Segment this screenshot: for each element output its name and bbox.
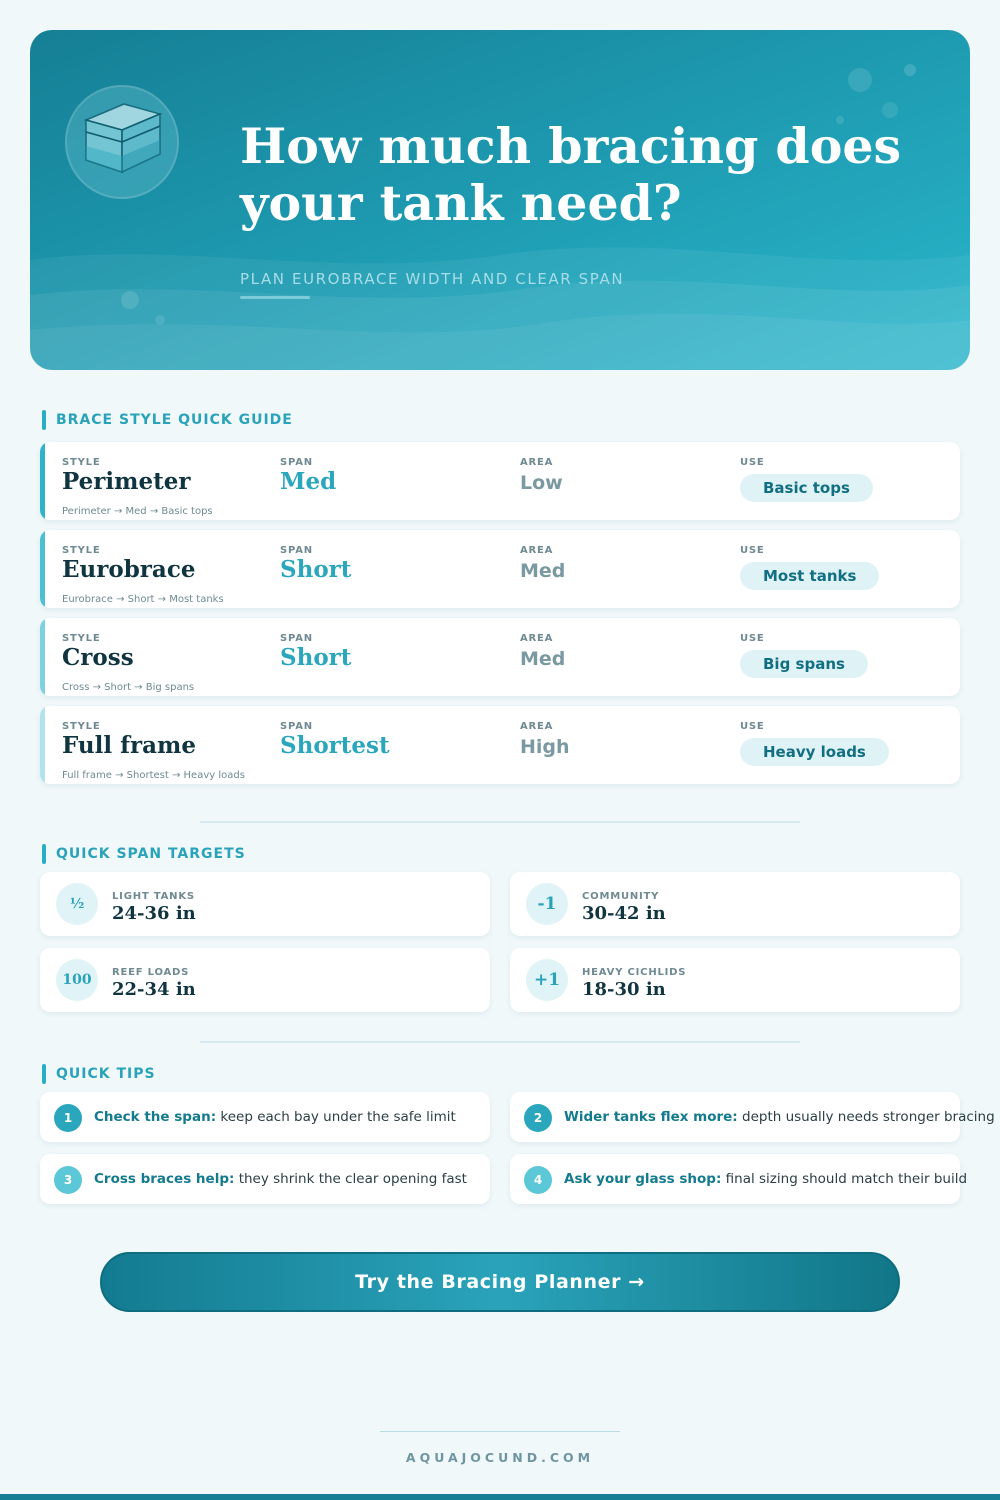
tip-title: Check the span: <box>94 1109 217 1125</box>
column-label-span: SPAN <box>280 721 313 732</box>
tip-body: they shrink the clear opening fast <box>234 1171 467 1187</box>
column-label-use: USE <box>740 721 765 732</box>
row-accent <box>40 442 45 520</box>
tip-body: keep each bay under the safe limit <box>216 1109 456 1125</box>
area-value: Med <box>520 648 566 670</box>
use-badge: Basic tops <box>740 474 873 502</box>
span-value: Short <box>280 556 352 583</box>
tip-text <box>94 1109 456 1125</box>
row-accent <box>40 530 45 608</box>
tip-number-badge: 3 <box>54 1166 82 1194</box>
column-label-style: STYLE <box>62 457 101 468</box>
style-value: Full frame <box>62 732 197 759</box>
subtitle-underline <box>240 296 310 299</box>
column-label-area: AREA <box>520 721 554 732</box>
span-card-reef-loads <box>40 948 490 1012</box>
span-badge: +1 <box>526 959 568 1001</box>
column-label-use: USE <box>740 633 765 644</box>
brace-style-row <box>40 706 960 784</box>
tip-title: Cross braces help: <box>94 1171 235 1187</box>
span-label: COMMUNITY <box>582 891 660 902</box>
hero-banner <box>30 30 970 370</box>
row-path-summary: Perimeter → Med → Basic tops <box>62 506 213 517</box>
section-heading-brace-guide: BRACE STYLE QUICK GUIDE <box>42 410 293 430</box>
bottom-accent-bar <box>0 1494 1000 1500</box>
span-label: LIGHT TANKS <box>112 891 195 902</box>
footer-site[interactable]: AQUAJOCUND.COM <box>405 1450 595 1465</box>
style-value: Eurobrace <box>62 556 196 583</box>
tip-number-badge: 1 <box>54 1104 82 1132</box>
aquarium-tank-icon <box>64 84 180 200</box>
span-value: 30-42 in <box>582 903 666 924</box>
span-card-community <box>510 872 960 936</box>
column-label-span: SPAN <box>280 545 313 556</box>
row-path-summary: Full frame → Shortest → Heavy loads <box>62 770 245 781</box>
tip-text <box>564 1109 995 1125</box>
span-value: Med <box>280 468 337 495</box>
section-divider <box>200 1041 800 1043</box>
brace-style-row <box>40 530 960 608</box>
span-label: REEF LOADS <box>112 967 190 978</box>
tip-item <box>40 1154 490 1204</box>
column-label-span: SPAN <box>280 633 313 644</box>
use-badge: Most tanks <box>740 562 879 590</box>
tip-body: final sizing should match their build <box>721 1171 968 1187</box>
span-badge: ½ <box>56 883 98 925</box>
style-value: Cross <box>62 644 134 671</box>
style-value: Perimeter <box>62 468 191 495</box>
page-title: How much bracing does your tank need? <box>240 117 902 232</box>
tip-text <box>94 1171 467 1187</box>
tip-text <box>564 1171 967 1187</box>
span-badge: -1 <box>526 883 568 925</box>
span-card-heavy-cichlids <box>510 948 960 1012</box>
tip-title: Wider tanks flex more: <box>564 1109 738 1125</box>
span-value: 22-34 in <box>112 979 196 1000</box>
area-value: Low <box>520 472 563 494</box>
span-label: HEAVY CICHLIDS <box>582 967 687 978</box>
column-label-area: AREA <box>520 545 554 556</box>
column-label-style: STYLE <box>62 633 101 644</box>
column-label-style: STYLE <box>62 721 101 732</box>
span-value: Short <box>280 644 352 671</box>
row-accent <box>40 618 45 696</box>
row-path-summary: Eurobrace → Short → Most tanks <box>62 594 224 605</box>
use-badge: Big spans <box>740 650 868 678</box>
column-label-use: USE <box>740 545 765 556</box>
tip-item <box>510 1092 995 1142</box>
page-subtitle: PLAN EUROBRACE WIDTH AND CLEAR SPAN <box>240 270 625 288</box>
tip-number-badge: 4 <box>524 1166 552 1194</box>
span-value: 18-30 in <box>582 979 666 1000</box>
tip-item <box>40 1092 490 1142</box>
column-label-style: STYLE <box>62 545 101 556</box>
brace-style-row <box>40 442 960 520</box>
row-accent <box>40 706 45 784</box>
area-value: Med <box>520 560 566 582</box>
area-value: High <box>520 736 570 758</box>
column-label-area: AREA <box>520 457 554 468</box>
bracing-planner-button[interactable]: Try the Bracing Planner → <box>100 1252 900 1312</box>
tip-item <box>510 1154 968 1204</box>
span-badge: 100 <box>56 959 98 1001</box>
section-divider <box>200 821 800 823</box>
span-value: Shortest <box>280 732 390 759</box>
span-card-light-tanks <box>40 872 490 936</box>
row-path-summary: Cross → Short → Big spans <box>62 682 195 693</box>
span-value: 24-36 in <box>112 903 196 924</box>
column-label-span: SPAN <box>280 457 313 468</box>
footer-divider <box>380 1431 620 1432</box>
tip-number-badge: 2 <box>524 1104 552 1132</box>
column-label-use: USE <box>740 457 765 468</box>
use-badge: Heavy loads <box>740 738 889 766</box>
section-heading-span-targets: QUICK SPAN TARGETS <box>42 844 246 864</box>
tip-body: depth usually needs stronger bracing <box>737 1109 995 1125</box>
column-label-area: AREA <box>520 633 554 644</box>
section-heading-tips: QUICK TIPS <box>42 1064 156 1084</box>
tip-title: Ask your glass shop: <box>564 1171 722 1187</box>
brace-style-row <box>40 618 960 696</box>
